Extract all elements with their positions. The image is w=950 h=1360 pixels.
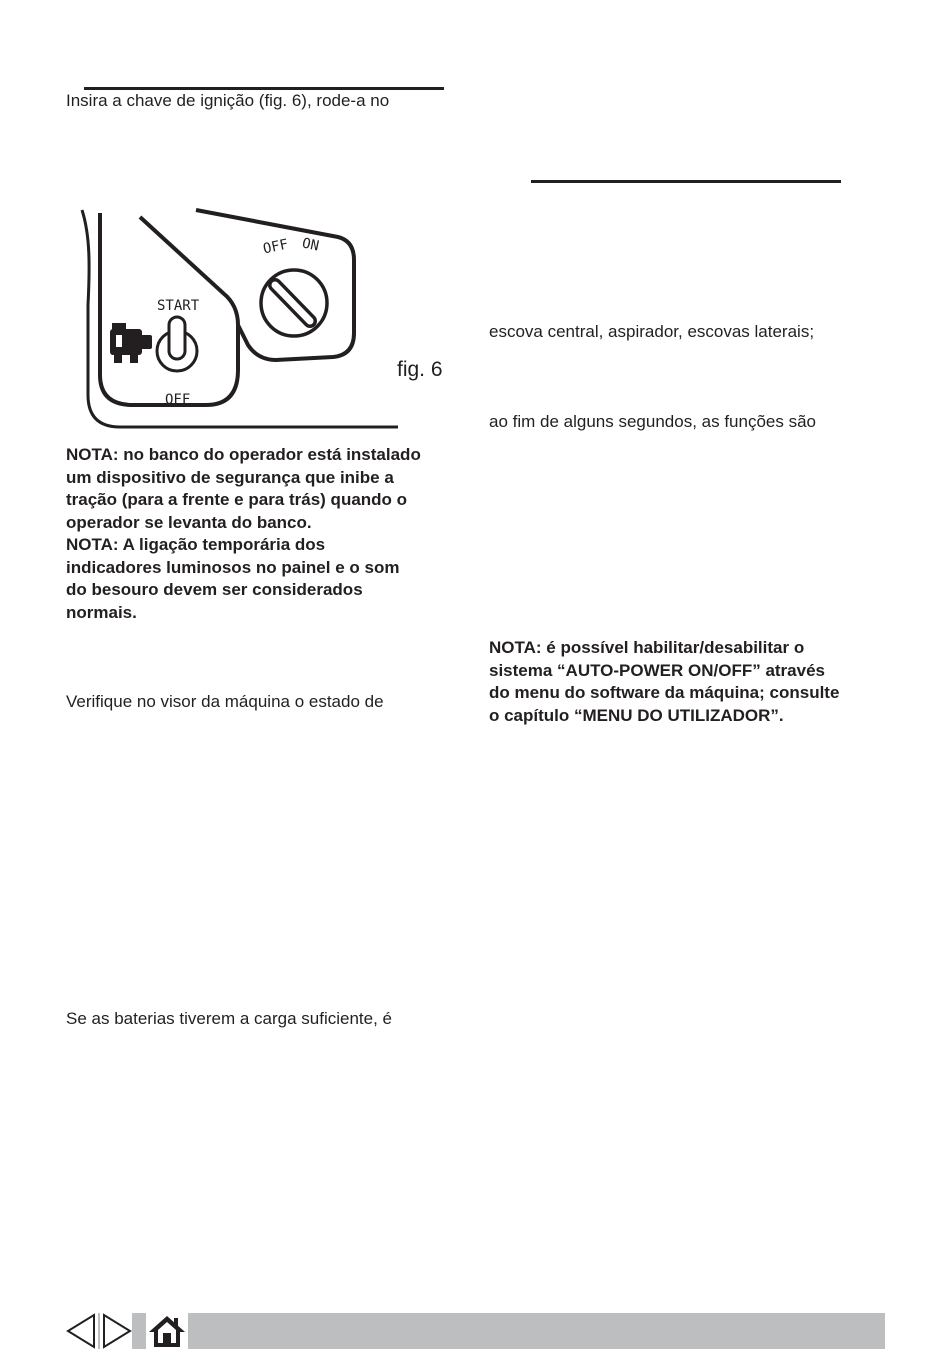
note-line: um dispositivo de segurança que inibe a: [66, 467, 394, 487]
note-line: normais.: [66, 602, 137, 622]
note-line: operador se levanta do banco.: [66, 512, 312, 532]
triangle-right-icon: [100, 1313, 132, 1349]
home-button[interactable]: [146, 1313, 188, 1349]
functions-text: ao fim de alguns segundos, as funções são: [489, 412, 816, 431]
switch-off-label: OFF: [165, 392, 191, 408]
safety-note: [66, 444, 421, 624]
note-line: NOTA: A ligação temporária dos: [66, 535, 326, 554]
engine-icon: [110, 323, 152, 363]
section-rule-right: [531, 180, 841, 183]
triangle-left-icon: [66, 1313, 98, 1349]
ignition-panel-figure: [78, 205, 398, 435]
note-line: NOTA: é possível habilitar/desabilitar o: [489, 638, 805, 657]
house-icon: [146, 1313, 188, 1349]
auto-power-note: [489, 637, 839, 727]
key-off-label: OFF: [261, 236, 290, 258]
footer-bar: [66, 1313, 885, 1349]
next-page-button[interactable]: [100, 1313, 132, 1349]
switch-start-label: START: [157, 298, 200, 314]
display-check-text: Verifique no visor da máquina o estado de: [66, 692, 384, 711]
note-line: do menu do software da máquina; consulte: [489, 683, 840, 702]
figure-caption: fig. 6: [397, 358, 443, 381]
ignition-instruction: Insira a chave de ignição (fig. 6), rode-a no: [66, 91, 390, 110]
note-line: o capítulo “MENU DO UTILIZADOR”.: [489, 705, 784, 725]
brushes-text: escova central, aspirador, escovas laterais;: [489, 322, 815, 341]
battery-charge-text: Se as baterias tiverem a carga suficiente, é: [66, 1009, 392, 1028]
note-line: sistema “AUTO-POWER ON/OFF” através: [489, 660, 825, 680]
note-line: NOTA: no banco do operador está instalado: [66, 445, 421, 464]
note-line: do besouro devem ser considerados: [66, 580, 363, 599]
note-line: indicadores luminosos no painel e o som: [66, 557, 400, 577]
previous-page-button[interactable]: [66, 1313, 98, 1349]
note-line: tração (para a frente e para trás) quando o: [66, 490, 408, 509]
key-on-label: ON: [300, 235, 321, 255]
